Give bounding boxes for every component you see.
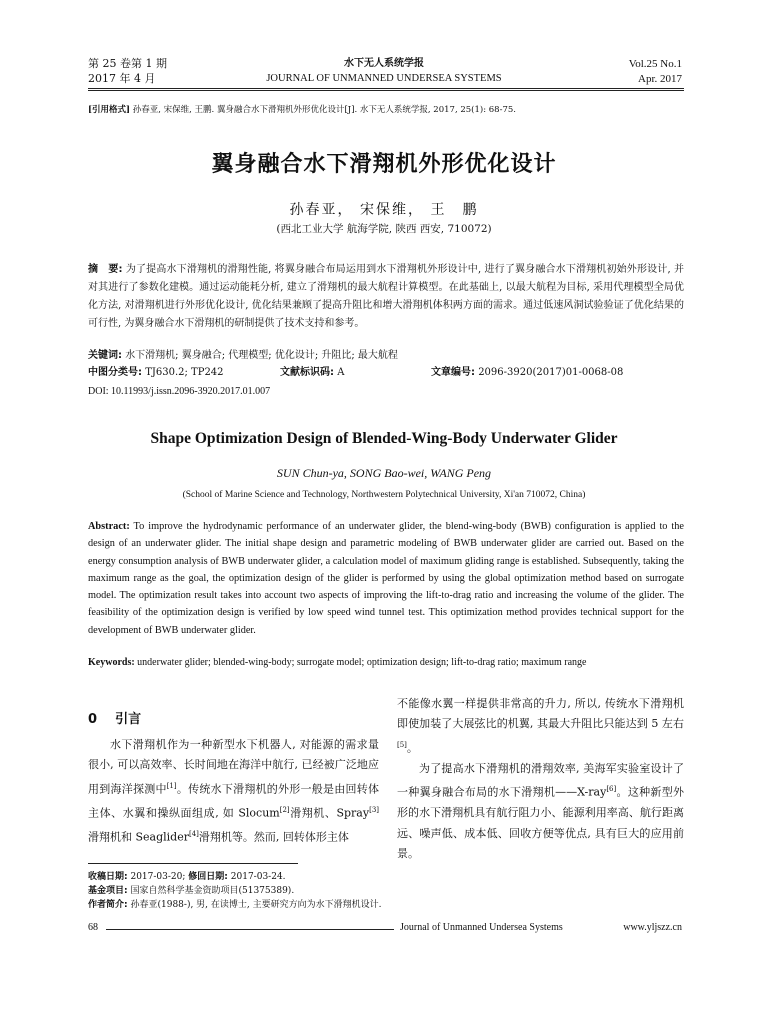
- text-run: 不能像水翼一样提供非常高的升力, 所以, 传统水下滑翔机即使加装了大展弦比的机翼, 其最大升阻比只能达到 5 左右: [397, 697, 684, 731]
- doc-code-text: A: [337, 367, 345, 378]
- received-label: 收稿日期:: [88, 872, 128, 882]
- paragraph: [397, 759, 684, 865]
- header-rule-thin: [88, 90, 684, 91]
- authors-cn: 孙春亚， 宋保维， 王 鹏: [289, 202, 479, 218]
- citation-text: 孙春亚, 宋保维, 王鹏. 翼身融合水下滑翔机外形优化设计[J]. 水下无人系统学报, 2017, 25(1): 68-75.: [132, 105, 516, 115]
- ref-6: [6]: [606, 785, 617, 794]
- issue-date: 2017 年 4 月: [88, 72, 156, 85]
- text-run: 滑翔机等。然而, 回转体形主体: [198, 830, 349, 844]
- clc-label: 中图分类号:: [88, 367, 142, 378]
- citation-line: [88, 104, 688, 116]
- abstract-cn-label: 摘 要:: [88, 264, 123, 275]
- doc-code: [280, 364, 344, 381]
- author-bio-label: 作者简介:: [88, 900, 128, 910]
- abstract-cn-text: 为了提高水下滑翔机的滑翔性能, 将翼身融合布局运用到水下滑翔机外形设计中, 进行了翼身融合水下滑翔机初始外形设计, 并对其进行了参数化建模。通过运动能耗分析, 建立了滑翔机的最大航程计算模型。在此基础上, 以最大航程为目标, 采用代理模型全局优化方法, 对滑翔机进行外形优化设计, 优化结果兼顾了提高升阻比和增大滑翔机体积两方面的需求。通过低速风洞试验验证了优化结果的可行性, 为翼身融合水下滑翔机的研制提供了技术支持和参考。: [88, 264, 684, 329]
- keywords-en: [88, 656, 688, 670]
- body-left-column: [88, 735, 379, 848]
- volume-issue: 第 25 卷第 1 期: [88, 57, 167, 70]
- footer-rule: [106, 929, 394, 930]
- title-en: Shape Optimization Design of Blended-Wing-Body Underwater Glider: [150, 430, 618, 447]
- footer-journal: Journal of Unmanned Undersea Systems: [400, 922, 563, 933]
- keywords-cn-text: 水下滑翔机; 翼身融合; 代理模型; 优化设计; 升阻比; 最大航程: [125, 350, 398, 361]
- keywords-en-text: underwater glider; blended-wing-body; surrogate model; optimization design; lift-to-drag ratio; maximum range: [137, 657, 587, 668]
- citation-label: [引用格式]: [88, 105, 131, 115]
- footnote-rule: [88, 863, 298, 864]
- footnotes: [88, 870, 688, 912]
- section-title: 引言: [115, 712, 142, 727]
- footnote-dates: [88, 870, 688, 884]
- abstract-en-text: To improve the hydrodynamic performance of an underwater glider, the blend-wing-body (BWB) configuration is applied to the design of an underwater glider. The initial shape design and parametric modeling of BWB underwater glider are carried out. Based on the energy consumption analysis of BWB underwater glider, a calculation model of maximum gliding range is established. Subsequently, taking the maximum range as the goal, the optimization design of the glider is performed by using the global optimization method based on surrogate model. The optimization result takes into account two aspects of improving the lift-to-drag ratio and increasing the volume of the glider. The feasibility of the optimization design is verified by low speed wind tunnel test. This optimization method provides technical support for the development of BWB underwater glider.: [88, 521, 685, 636]
- page-number: 68: [88, 922, 98, 933]
- ref-4: [4]: [189, 829, 199, 838]
- article-number: [431, 364, 623, 381]
- footnote-fund: [88, 884, 688, 898]
- journal-name-cn: 水下无人系统学报: [344, 58, 424, 69]
- ref-5: [5]: [397, 740, 407, 749]
- authors-en: SUN Chun-ya, SONG Bao-wei, WANG Peng: [276, 466, 492, 480]
- revised-date: 2017-03-24.: [230, 872, 286, 882]
- text-run: 。这种新型外形的水下滑翔机具有航行阻力小、能源利用率高、航行距离远、噪声低、成本低、回收方便等优点, 具有巨大的应用前景。: [397, 785, 685, 861]
- volume-en: Vol.25 No.1: [628, 58, 682, 70]
- text-run: 滑翔机和 Seaglider: [88, 830, 189, 844]
- abstract-en: [88, 518, 684, 639]
- paragraph: [88, 735, 379, 848]
- affiliation-en: (School of Marine Science and Technology, Northwestern Polytechnical University, Xi'an 710072, China): [182, 490, 586, 500]
- keywords-cn: [88, 347, 684, 364]
- text-run: 。: [406, 741, 418, 755]
- revised-label: 修回日期:: [188, 872, 228, 882]
- ref-1: [1]: [166, 781, 177, 790]
- text-run: 为了提高水下滑翔机的滑翔效率, 美海军实验室设计了一种翼身融合布局的水下滑翔机——X-ray: [397, 761, 684, 799]
- fund-text: 国家自然科学基金资助项目(51375389).: [130, 886, 295, 896]
- title-cn: 翼身融合水下滑翔机外形优化设计: [211, 152, 557, 177]
- received-date: 2017-03-20;: [130, 872, 186, 882]
- paragraph: [397, 694, 684, 759]
- ref-2: [2]: [279, 805, 290, 814]
- body-right-column: [397, 694, 684, 865]
- keywords-cn-label: 关键词:: [88, 350, 122, 361]
- abstract-cn: [88, 261, 684, 333]
- journal-name-en: JOURNAL OF UNMANNED UNDERSEA SYSTEMS: [266, 73, 502, 84]
- text-run: 水下滑翔机作为一种新型水下机器人, 对能源的需求量很小, 可以高效率、长时间地在海洋中航行, 已经被广泛地应用到海洋探测中: [88, 738, 379, 796]
- section-heading: [88, 708, 141, 727]
- doi: DOI: 10.11993/j.issn.2096-3920.2017.01.007: [88, 386, 271, 397]
- footnote-author: [88, 898, 688, 912]
- section-number: 0: [88, 712, 98, 727]
- text-run: 。传统水下滑翔机的外形一般是由回转体主体、水翼和操纵面组成, 如 Slocum: [88, 782, 379, 820]
- footer-url: www.yljszz.cn: [623, 922, 682, 933]
- doc-code-label: 文献标识码:: [280, 367, 334, 378]
- affiliation-cn: (西北工业大学 航海学院, 陕西 西安, 710072): [276, 223, 492, 235]
- clc-text: TJ630.2; TP242: [145, 367, 224, 378]
- keywords-en-label: Keywords:: [88, 657, 135, 668]
- ref-3: [3]: [369, 805, 380, 814]
- author-bio-text: 孙春亚(1988-), 男, 在读博士, 主要研究方向为水下滑翔机设计.: [130, 900, 382, 910]
- article-no-label: 文章编号:: [431, 367, 475, 378]
- date-en: Apr. 2017: [638, 73, 682, 85]
- text-run: 滑翔机、Spray: [289, 806, 370, 820]
- abstract-en-label: Abstract:: [88, 521, 130, 532]
- header-rule: [88, 88, 684, 89]
- fund-label: 基金项目:: [88, 886, 128, 896]
- article-no-text: 2096-3920(2017)01-0068-08: [478, 367, 624, 378]
